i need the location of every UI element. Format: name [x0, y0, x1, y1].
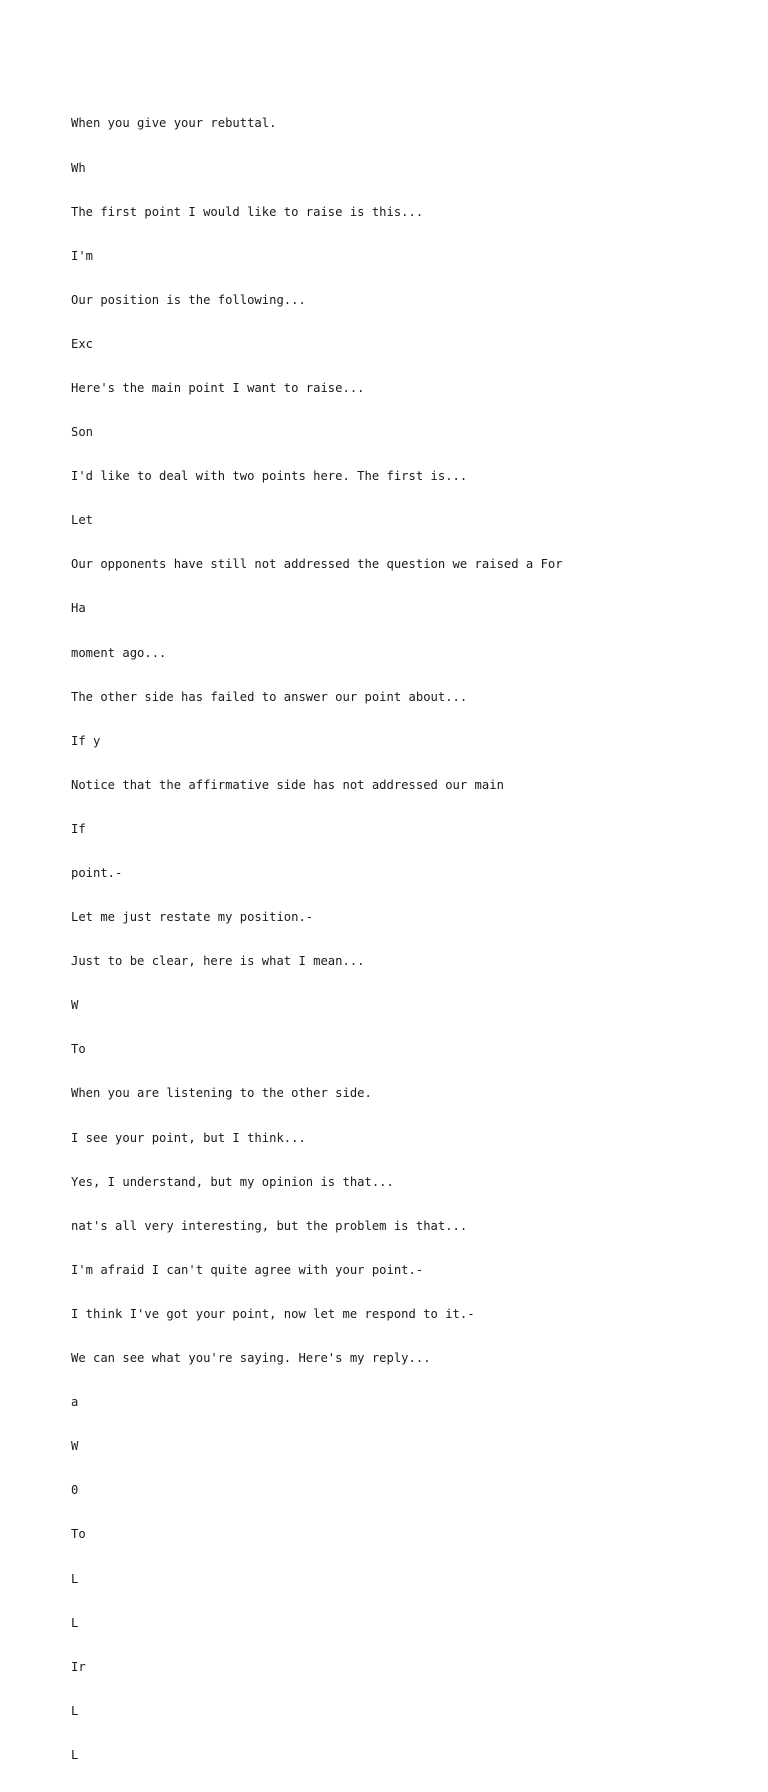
text-line: Our position is the following...: [71, 292, 306, 307]
text-line: 0: [71, 1483, 79, 1498]
text-line: Exc: [71, 336, 94, 351]
text-line: To: [71, 1527, 86, 1542]
text-line: I'd like to deal with two points here. The first is...: [71, 469, 468, 484]
text-line: Ha: [71, 601, 86, 616]
text-line: a: [71, 1395, 79, 1410]
text-line: When you are listening to the other side.: [71, 1086, 372, 1101]
text-line: nat's all very interesting, but the problem is that...: [71, 1218, 468, 1233]
text-line: I think I've got your point, now let me respond to it.-: [71, 1306, 475, 1321]
text-line: Just to be clear, here is what I mean...: [71, 954, 365, 969]
text-line: L: [71, 1703, 79, 1718]
text-line: We can see what you're saying. Here's my reply...: [71, 1351, 431, 1366]
text-line: Ir: [71, 1659, 86, 1674]
text-line: I'm: [71, 248, 94, 263]
text-line: The other side has failed to answer our point about...: [71, 689, 468, 704]
text-line: W: [71, 998, 79, 1013]
text-line: point.-: [71, 866, 123, 880]
text-line: L: [71, 1571, 79, 1586]
text-line: The first point I would like to raise is this...: [71, 204, 424, 219]
text-line: Notice that the affirmative side has not addressed our main: [71, 777, 504, 792]
text-line: To: [71, 1042, 86, 1057]
document-text: [71, 87, 751, 1792]
text-line: I see your point, but I think...: [71, 1130, 306, 1145]
text-line: Let me just restate my position.-: [71, 910, 314, 925]
text-line: W: [71, 1439, 79, 1454]
text-line: If: [71, 821, 86, 836]
text-line: Our opponents have still not addressed the question we raised a For: [71, 557, 563, 572]
text-line: Let: [71, 513, 94, 528]
text-line: When you give your rebuttal.: [71, 116, 277, 131]
text-line: Yes, I understand, but my opinion is that...: [71, 1174, 394, 1189]
text-line: L: [71, 1615, 79, 1630]
text-line: Here's the main point I want to raise...: [71, 380, 365, 395]
text-line: L: [71, 1747, 79, 1762]
text-line: If y: [71, 733, 101, 748]
text-line: moment ago...: [71, 645, 167, 660]
text-line: I'm afraid I can't quite agree with your point.-: [71, 1262, 424, 1277]
text-line: Son: [71, 425, 94, 440]
text-line: Wh: [71, 160, 86, 175]
